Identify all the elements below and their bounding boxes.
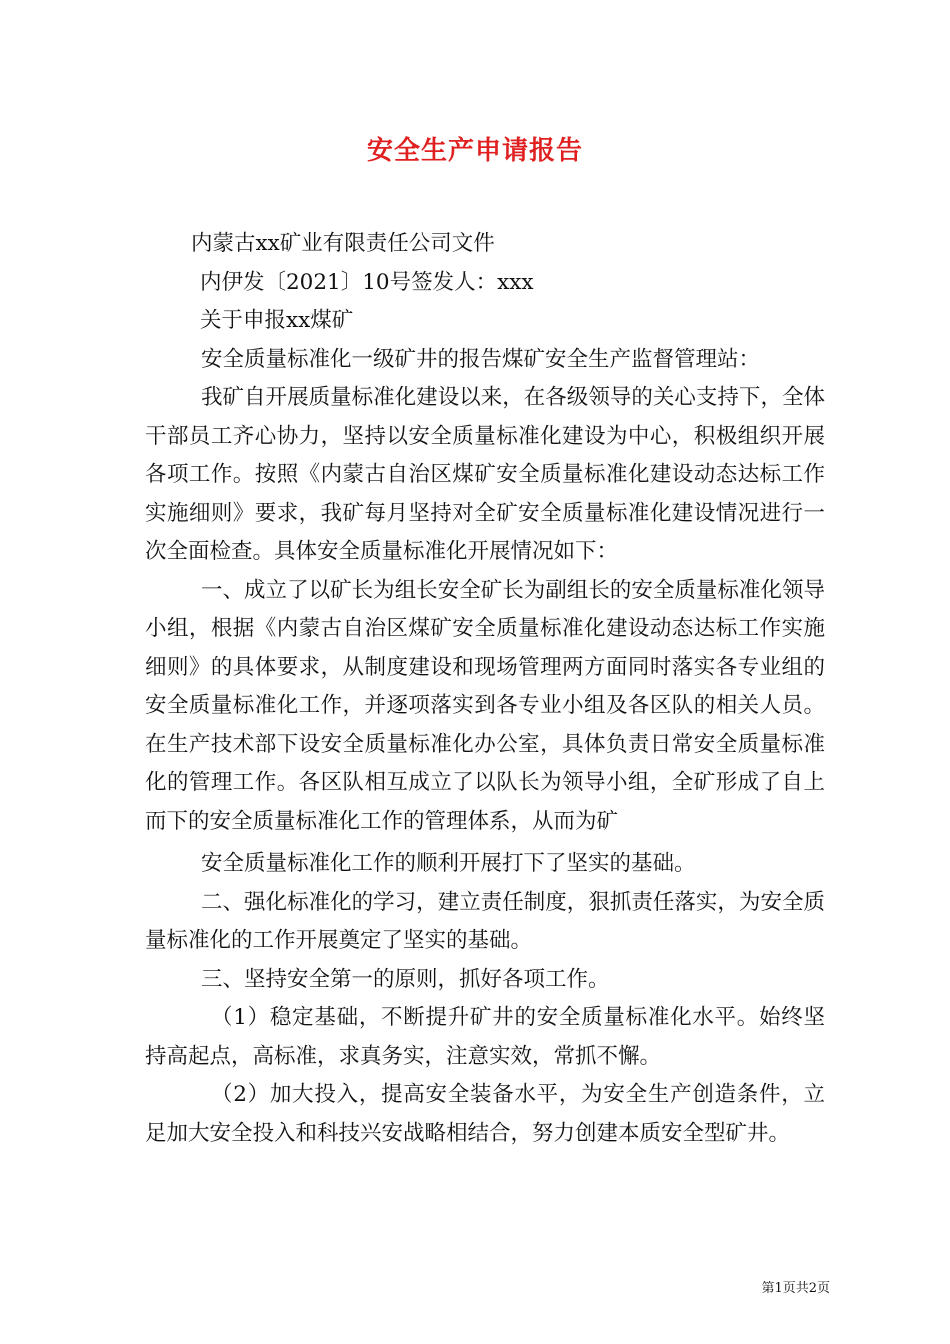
paragraph-section-1-cont: 安全质量标准化工作的顺利开展打下了坚实的基础。 (201, 851, 696, 876)
paragraph-item-1: （1）稳定基础，不断提升矿井的安全质量标准化水平。始终坚持高起点，高标准，求真务实，注意实效，常抓不懈。 (145, 1005, 825, 1069)
paragraph-item-2: （2）加大投入，提高安全装备水平，为安全生产创造条件，立足加大安全投入和科技兴安战略相结合，努力创建本质安全型矿井。 (145, 1082, 825, 1146)
paragraph-section-1: 一、成立了以矿长为组长安全矿长为副组长的安全质量标准化领导小组，根据《内蒙古自治区煤矿安全质量标准化建设动态达标工作实施细则》的具体要求，从制度建设和现场管理两方面同时落实各专业组的安全质量标准化工作，并逐项落实到各专业小组及各区队的相关人员。在生产技术部下设安全质量标准化办公室，具体负责日常安全质量标准化的管理工作。各区队相互成立了以队长为领导小组，全矿形成了自上而下的安全质量标准化工作的管理体系，从而为矿 (145, 577, 825, 834)
paragraph-intro: 我矿自开展质量标准化建设以来，在各级领导的关心支持下，全体干部员工齐心协力，坚持以安全质量标准化建设为中心，积极组织开展各项工作。按照《内蒙古自治区煤矿安全质量标准化建设动态达标工作实施细则》要求，我矿每月坚持对全矿安全质量标准化建设情况进行一次全面检查。具体安全质量标准化开展情况如下： (145, 385, 825, 564)
header-line-issue-number: 内伊发〔2021〕10号签发人：xxx (200, 269, 534, 295)
paragraph-section-2: 二、强化标准化的学习，建立责任制度，狠抓责任落实，为安全质量标准化的工作开展奠定了坚实的基础。 (145, 889, 825, 953)
header-line-subject: 关于申报xx煤矿 (200, 308, 354, 333)
document-title: 安全生产申请报告 (366, 136, 583, 166)
paragraph-section-3: 三、坚持安全第一的原则，抓好各项工作。 (201, 966, 610, 992)
page-number-footer: 第1页共2页 (761, 1281, 830, 1296)
document-body (145, 225, 825, 1153)
paragraph-addressee: 安全质量标准化一级矿井的报告煤矿安全生产监督管理站： (201, 346, 761, 372)
header-line-org: 内蒙古xx矿业有限责任公司文件 (191, 231, 495, 256)
